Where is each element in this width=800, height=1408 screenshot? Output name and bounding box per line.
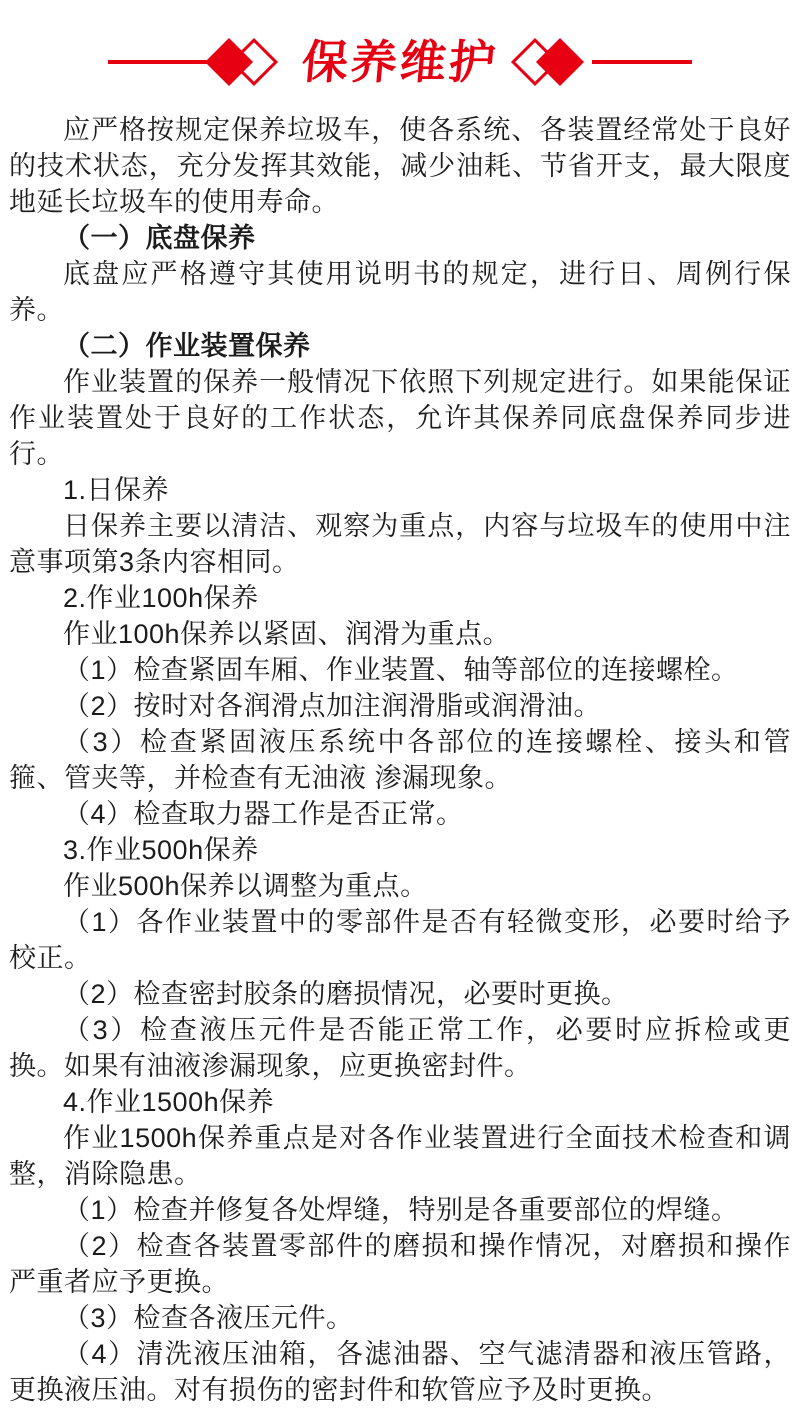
right-rule — [592, 60, 692, 64]
section-heading: （一）底盘保养 — [63, 223, 256, 253]
paragraph: 4.作业1500h保养 — [63, 1087, 275, 1117]
left-rule — [108, 60, 208, 64]
paragraph: （4）检查取力器工作是否正常。 — [63, 799, 464, 829]
document-page — [0, 30, 800, 1405]
paragraph: （3）检查各液压元件。 — [63, 1303, 354, 1333]
paragraph: （1）各作业装置中的零部件是否有轻微变形，必要时给予校正。 — [9, 907, 791, 973]
paragraph: （4）清洗液压油箱，各滤油器、空气滤清器和液压管路，更换液压油。对有损伤的密封件和软管应予及时更换。 — [9, 1339, 791, 1405]
paragraph: 作业装置的保养一般情况下依照下列规定进行。如果能保证作业装置处于良好的工作状态，允许其保养同底盘保养同步进行。 — [9, 367, 791, 469]
paragraph: （2）检查密封胶条的磨损情况，必要时更换。 — [63, 979, 629, 1009]
paragraph: 日保养主要以清洁、观察为重点，内容与垃圾车的使用中注意事项第3条内容相同。 — [9, 511, 791, 577]
paragraph: 2.作业100h保养 — [63, 583, 259, 613]
section-heading: （二）作业装置保养 — [63, 331, 311, 361]
right-diamond-ornament — [516, 34, 590, 90]
paragraph: （1）检查紧固车厢、作业装置、轴等部位的连接螺栓。 — [63, 655, 739, 685]
page-title: 保养维护 — [299, 36, 501, 88]
page-header — [0, 30, 800, 94]
paragraph: 作业100h保养以紧固、润滑为重点。 — [63, 619, 511, 649]
paragraph: （1）检查并修复各处焊缝，特别是各重要部位的焊缝。 — [63, 1195, 739, 1225]
paragraph: （3）检查液压元件是否能正常工作，必要时应拆检或更换。如果有油液渗漏现象，应更换密封件。 — [9, 1015, 791, 1081]
paragraph: 作业500h保养以调整为重点。 — [63, 871, 428, 901]
paragraph: 应严格按规定保养垃圾车，使各系统、各装置经常处于良好的技术状态，充分发挥其效能，减少油耗、节省开支，最大限度地延长垃圾车的使用寿命。 — [9, 115, 791, 217]
paragraph: 作业1500h保养重点是对各作业装置进行全面技术检查和调整，消除隐患。 — [9, 1123, 791, 1189]
paragraph: 底盘应严格遵守其使用说明书的规定，进行日、周例行保养。 — [9, 259, 791, 325]
document-content — [0, 112, 800, 1408]
paragraph: （2）按时对各润滑点加注润滑脂或润滑油。 — [63, 691, 602, 721]
paragraph: 3.作业500h保养 — [63, 835, 259, 865]
paragraph: 1.日保养 — [63, 475, 170, 505]
paragraph: （3）检查紧固液压系统中各部位的连接螺栓、接头和管箍、管夹等，并检查有无油液 渗漏现象。 — [9, 727, 791, 793]
left-diamond-ornament — [210, 34, 284, 90]
paragraph: （2）检查各装置零部件的磨损和操作情况，对磨损和操作严重者应予更换。 — [9, 1231, 791, 1297]
